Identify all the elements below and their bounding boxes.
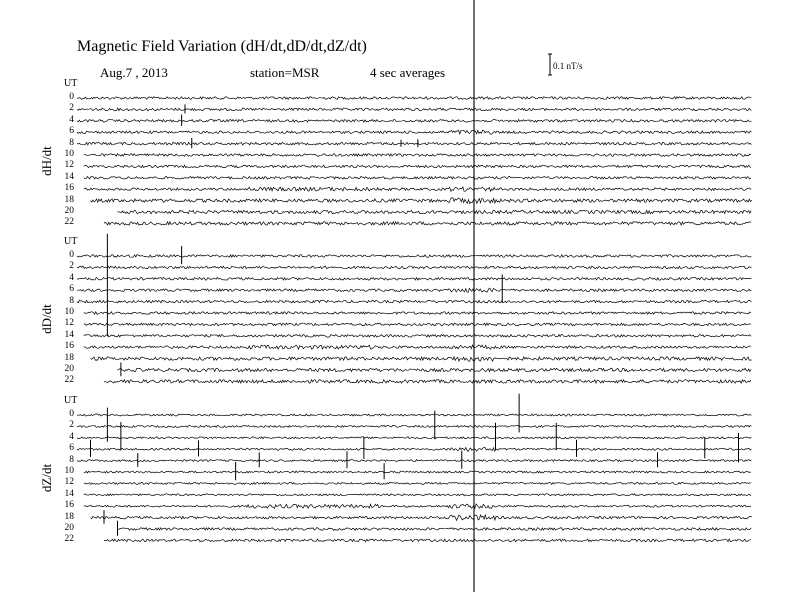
trace-line [104, 222, 751, 225]
hour-tick-label: 20 [64, 364, 74, 374]
hour-tick-label: 8 [69, 295, 74, 306]
scale-bar [548, 54, 552, 75]
trace-line [118, 368, 752, 371]
hour-tick-label: 6 [69, 126, 74, 137]
hour-tick-label: 4 [69, 431, 74, 442]
trace-line [77, 288, 751, 292]
hour-tick-label: 12 [64, 477, 74, 488]
averaging-label: 4 sec averages [370, 65, 446, 80]
trace-line [84, 165, 751, 168]
ut-label: UT [64, 78, 78, 89]
hour-tick-label: 10 [64, 307, 74, 317]
trace-line [104, 539, 751, 542]
trace-line [91, 515, 752, 521]
ut-label: UT [64, 236, 78, 247]
hour-tick-label: 18 [64, 352, 74, 363]
trace-line [77, 437, 751, 439]
hour-tick-label: 22 [64, 534, 74, 545]
chart-title: Magnetic Field Variation (dH/dt,dD/dt,dZ/dt) [77, 38, 367, 55]
trace-line [118, 210, 752, 213]
hour-tick-label: 2 [69, 261, 74, 272]
hour-tick-label: 18 [64, 194, 74, 205]
hour-tick-label: 4 [69, 272, 74, 283]
trace-line [77, 142, 751, 145]
trace-line [104, 380, 751, 383]
hour-tick-label: 0 [69, 92, 74, 102]
trace-line [77, 108, 751, 111]
trace-line [77, 255, 751, 258]
hour-tick-label: 12 [64, 160, 74, 171]
hour-tick-label: 20 [64, 523, 74, 533]
hour-tick-label: 2 [69, 103, 74, 114]
hour-tick-label: 14 [64, 171, 74, 182]
hour-tick-label: 22 [64, 217, 74, 228]
trace-line [77, 447, 751, 451]
trace-line [84, 482, 751, 484]
trace-line [77, 278, 751, 281]
hour-tick-label: 16 [64, 500, 74, 511]
trace-line [84, 335, 751, 338]
trace-line [77, 414, 751, 416]
trace-line [77, 130, 751, 134]
trace-line [84, 323, 751, 326]
hour-tick-label: 0 [69, 250, 74, 260]
panel-1 [77, 97, 752, 225]
trace-line [77, 266, 751, 269]
component-label: dZ/dt [39, 463, 54, 492]
hour-tick-label: 0 [69, 409, 74, 419]
trace-line [84, 312, 751, 315]
trace-line [77, 425, 751, 427]
hour-tick-label: 10 [64, 149, 74, 159]
hour-tick-label: 12 [64, 318, 74, 329]
hour-tick-label: 6 [69, 443, 74, 454]
hour-tick-label: 4 [69, 114, 74, 125]
hour-tick-label: 8 [69, 137, 74, 148]
hour-tick-label: 6 [69, 284, 74, 295]
hour-tick-label: 14 [64, 488, 74, 499]
trace-line [84, 187, 751, 191]
trace-line [84, 177, 751, 180]
trace-line [77, 97, 751, 100]
station-label: station=MSR [250, 65, 320, 80]
hour-tick-label: 16 [64, 341, 74, 352]
component-label: dH/dt [39, 145, 54, 176]
panel-2 [77, 234, 752, 383]
trace-line [118, 528, 752, 531]
trace-line [84, 154, 751, 157]
hour-tick-label: 18 [64, 511, 74, 522]
trace-line [77, 120, 751, 123]
hour-tick-label: 2 [69, 420, 74, 431]
trace-line [84, 504, 751, 508]
trace-line [77, 460, 751, 462]
trace-line [91, 357, 752, 362]
trace-line [84, 494, 751, 496]
scale-bar-label: 0.1 nT/s [553, 61, 583, 71]
hour-tick-label: 14 [64, 329, 74, 340]
panel-3 [77, 394, 752, 542]
ut-label: UT [64, 395, 78, 406]
hour-tick-label: 22 [64, 375, 74, 386]
trace-line [84, 471, 751, 473]
component-label: dD/dt [39, 303, 54, 334]
trace-line [77, 300, 751, 303]
trace-line [91, 198, 752, 204]
date-label: Aug.7 , 2013 [100, 65, 168, 80]
hour-tick-label: 10 [64, 466, 74, 476]
hour-tick-label: 16 [64, 183, 74, 194]
hour-tick-label: 20 [64, 206, 74, 216]
trace-line [84, 345, 751, 349]
hour-tick-label: 8 [69, 454, 74, 465]
